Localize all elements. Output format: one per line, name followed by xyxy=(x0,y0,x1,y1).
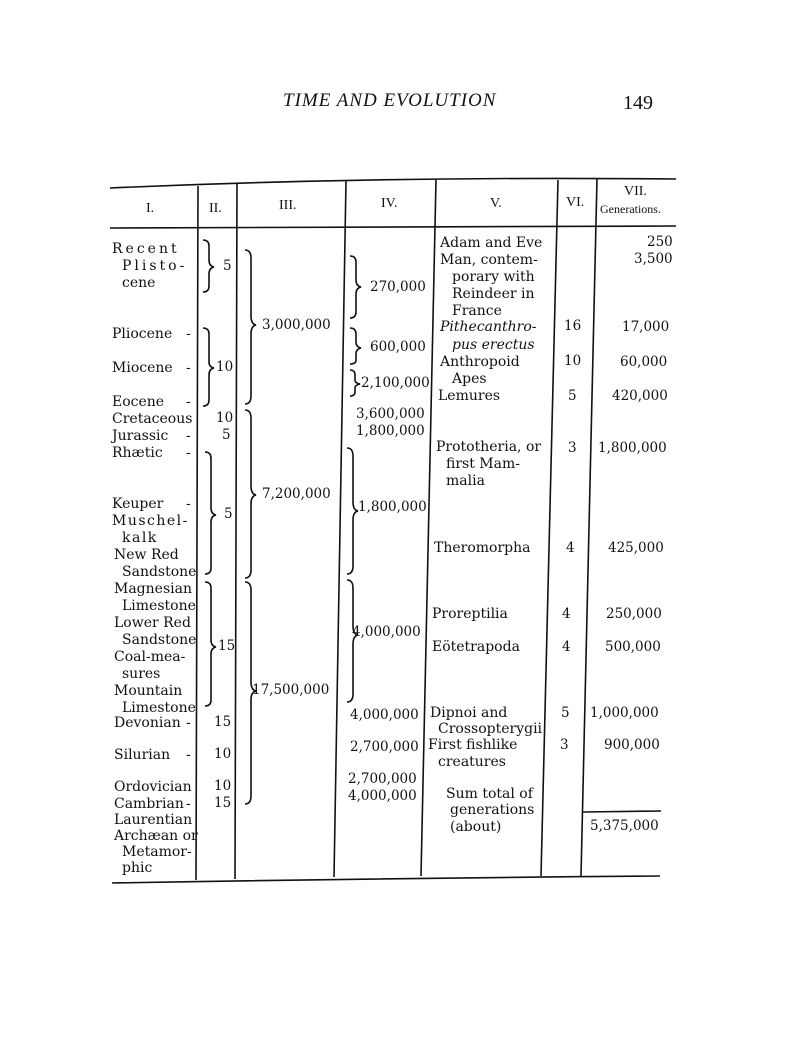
dash: - xyxy=(186,715,191,731)
col4-value: 270,000 xyxy=(370,279,426,295)
col2-value: 10 xyxy=(216,410,234,426)
col5-eotetrapoda: Eötetrapoda xyxy=(432,639,520,655)
period-devonian: Devonian xyxy=(114,715,181,731)
col5-lemures: Lemures xyxy=(438,388,501,404)
running-title: TIME AND EVOLUTION xyxy=(283,90,497,111)
col-header-3: III. xyxy=(279,198,297,213)
dash: - xyxy=(186,445,191,461)
col6-value: 4 xyxy=(566,540,575,556)
col5-man-3: Reindeer in xyxy=(452,286,535,302)
col5-anthropoid: Anthropoid xyxy=(440,354,520,370)
dash: - xyxy=(186,496,191,512)
col2-value: 5 xyxy=(223,258,232,274)
col5-proreptilia: Proreptilia xyxy=(432,606,508,622)
col4-value: 3,600,000 xyxy=(356,406,425,422)
col4-value: 4,000,000 xyxy=(350,707,419,723)
col7-value: 250,000 xyxy=(606,606,662,622)
col5-sum-total-3: (about) xyxy=(450,819,502,835)
col2-value: 15 xyxy=(214,795,232,811)
col5-pithecanthropus-2: pus erectus xyxy=(452,337,535,353)
col6-value: 16 xyxy=(564,318,582,334)
col6-value: 5 xyxy=(561,705,570,721)
col2-value: 15 xyxy=(214,714,232,730)
period-cambrian: Cambrian xyxy=(114,796,184,812)
dash: - xyxy=(186,360,191,376)
period-recent: Recent xyxy=(112,241,180,257)
col7-value: 60,000 xyxy=(620,354,668,370)
col5-dipnoi-2: Crossopterygii xyxy=(438,721,543,737)
col6-value: 4 xyxy=(562,606,571,622)
col3-value: 7,200,000 xyxy=(262,486,331,502)
period-eocene: Eocene xyxy=(112,394,165,410)
period-sandstone-1: Sandstone xyxy=(122,564,197,580)
period-rhaetic: Rhætic xyxy=(112,445,163,461)
period-limestone-1: Limestone xyxy=(122,598,196,614)
period-magnesian: Magnesian xyxy=(114,581,192,597)
period-miocene: Miocene xyxy=(112,360,173,376)
top-rule-outer xyxy=(110,178,676,188)
period-cretaceous: Cretaceous xyxy=(112,411,193,427)
col5-anthropoid-2: Apes xyxy=(452,371,487,387)
col2-value: 10 xyxy=(214,778,232,794)
col7-value: 420,000 xyxy=(612,388,668,404)
col-rule-1 xyxy=(196,186,198,880)
col6-value: 10 xyxy=(564,353,582,369)
col3-value: 17,500,000 xyxy=(252,682,330,698)
col7-value: 3,500 xyxy=(634,251,673,267)
period-metamor: Metamor- xyxy=(122,844,192,860)
period-plisto: Plisto- xyxy=(122,258,188,274)
col5-dipnoi: Dipnoi and xyxy=(430,705,508,721)
col4-value: 4,000,000 xyxy=(352,624,421,640)
page-number: 149 xyxy=(623,92,653,114)
col5-pithecanthropus: Pithecanthro- xyxy=(440,319,537,335)
col5-first-fishlike-2: creatures xyxy=(438,754,506,770)
col7-total: 5,375,000 xyxy=(590,818,659,834)
col4-value: 2,700,000 xyxy=(348,771,417,787)
dash: - xyxy=(186,796,191,812)
col7-value: 900,000 xyxy=(604,737,660,753)
col5-man: Man, contem- xyxy=(440,252,538,268)
col6-value: 3 xyxy=(568,440,577,456)
col6-value: 4 xyxy=(562,639,571,655)
col-header-7: VII. xyxy=(624,184,647,199)
col7-value: 1,000,000 xyxy=(590,705,659,721)
period-archaean: Archæan or xyxy=(114,828,198,844)
col5-man-4: France xyxy=(452,303,502,319)
col4-value: 1,800,000 xyxy=(356,423,425,439)
col7-value: 500,000 xyxy=(605,639,661,655)
col-header-1: I. xyxy=(146,201,155,216)
col2-value: 5 xyxy=(224,506,233,522)
col4-value: 2,100,000 xyxy=(361,375,430,391)
col5-sum-total-2: generations xyxy=(450,802,535,818)
period-phic: phic xyxy=(122,860,153,876)
col6-value: 5 xyxy=(568,388,577,404)
col5-adam: Adam and Eve xyxy=(440,235,543,251)
period-limestone-2: Limestone xyxy=(122,700,196,716)
period-jurassic: Jurassic xyxy=(112,428,169,444)
col4-value: 4,000,000 xyxy=(348,788,417,804)
col7-value: 250 xyxy=(647,234,673,250)
col4-value: 1,800,000 xyxy=(358,499,427,515)
dash: - xyxy=(186,326,191,342)
col2-value: 15 xyxy=(218,638,236,654)
col2-value: 10 xyxy=(214,746,232,762)
col2-value: 5 xyxy=(222,427,231,443)
col4-value: 600,000 xyxy=(370,339,426,355)
period-silurian: Silurian xyxy=(114,747,171,763)
col7-value: 425,000 xyxy=(608,540,664,556)
col5-first-fishlike: First fishlike xyxy=(428,737,518,753)
period-keuper: Keuper xyxy=(112,496,164,512)
period-sures: sures xyxy=(122,666,161,682)
col-header-4: IV. xyxy=(381,196,398,211)
period-new-red: New Red xyxy=(114,547,179,563)
col7-value: 17,000 xyxy=(622,319,670,335)
col5-sum-total: Sum total of xyxy=(446,786,533,802)
col5-theromorpha: Theromorpha xyxy=(434,540,531,556)
header-rule xyxy=(110,226,676,228)
bottom-rule xyxy=(112,876,660,883)
col3-value: 3,000,000 xyxy=(262,317,331,333)
col-header-6: VI. xyxy=(566,195,585,210)
period-cene: cene xyxy=(122,275,156,291)
col-header-7-sub: Generations. xyxy=(600,202,661,216)
col2-value: 10 xyxy=(216,359,234,375)
col5-prototheria-3: malia xyxy=(446,473,485,489)
period-laurentian: Laurentian xyxy=(114,812,193,828)
period-coal: Coal-mea- xyxy=(114,649,186,665)
col4-value: 2,700,000 xyxy=(350,739,419,755)
col-header-5: V. xyxy=(490,196,502,211)
period-lower-red: Lower Red xyxy=(114,615,191,631)
col5-man-2: porary with xyxy=(452,269,535,285)
period-ordovician: Ordovician xyxy=(114,779,192,795)
period-mountain: Mountain xyxy=(114,683,183,699)
period-sandstone-2: Sandstone xyxy=(122,632,197,648)
col5-prototheria: Prototheria, or xyxy=(436,439,542,455)
col5-prototheria-2: first Mam- xyxy=(446,456,520,472)
col6-value: 3 xyxy=(560,737,569,753)
col-header-2: II. xyxy=(209,201,222,216)
dash: - xyxy=(186,428,191,444)
total-rule xyxy=(583,811,661,812)
dash: - xyxy=(186,394,191,410)
col7-value: 1,800,000 xyxy=(598,440,667,456)
period-pliocene: Pliocene xyxy=(112,326,173,342)
period-muschel: Muschel- xyxy=(112,513,189,529)
period-kalk: kalk xyxy=(122,530,158,546)
dash: - xyxy=(186,747,191,763)
